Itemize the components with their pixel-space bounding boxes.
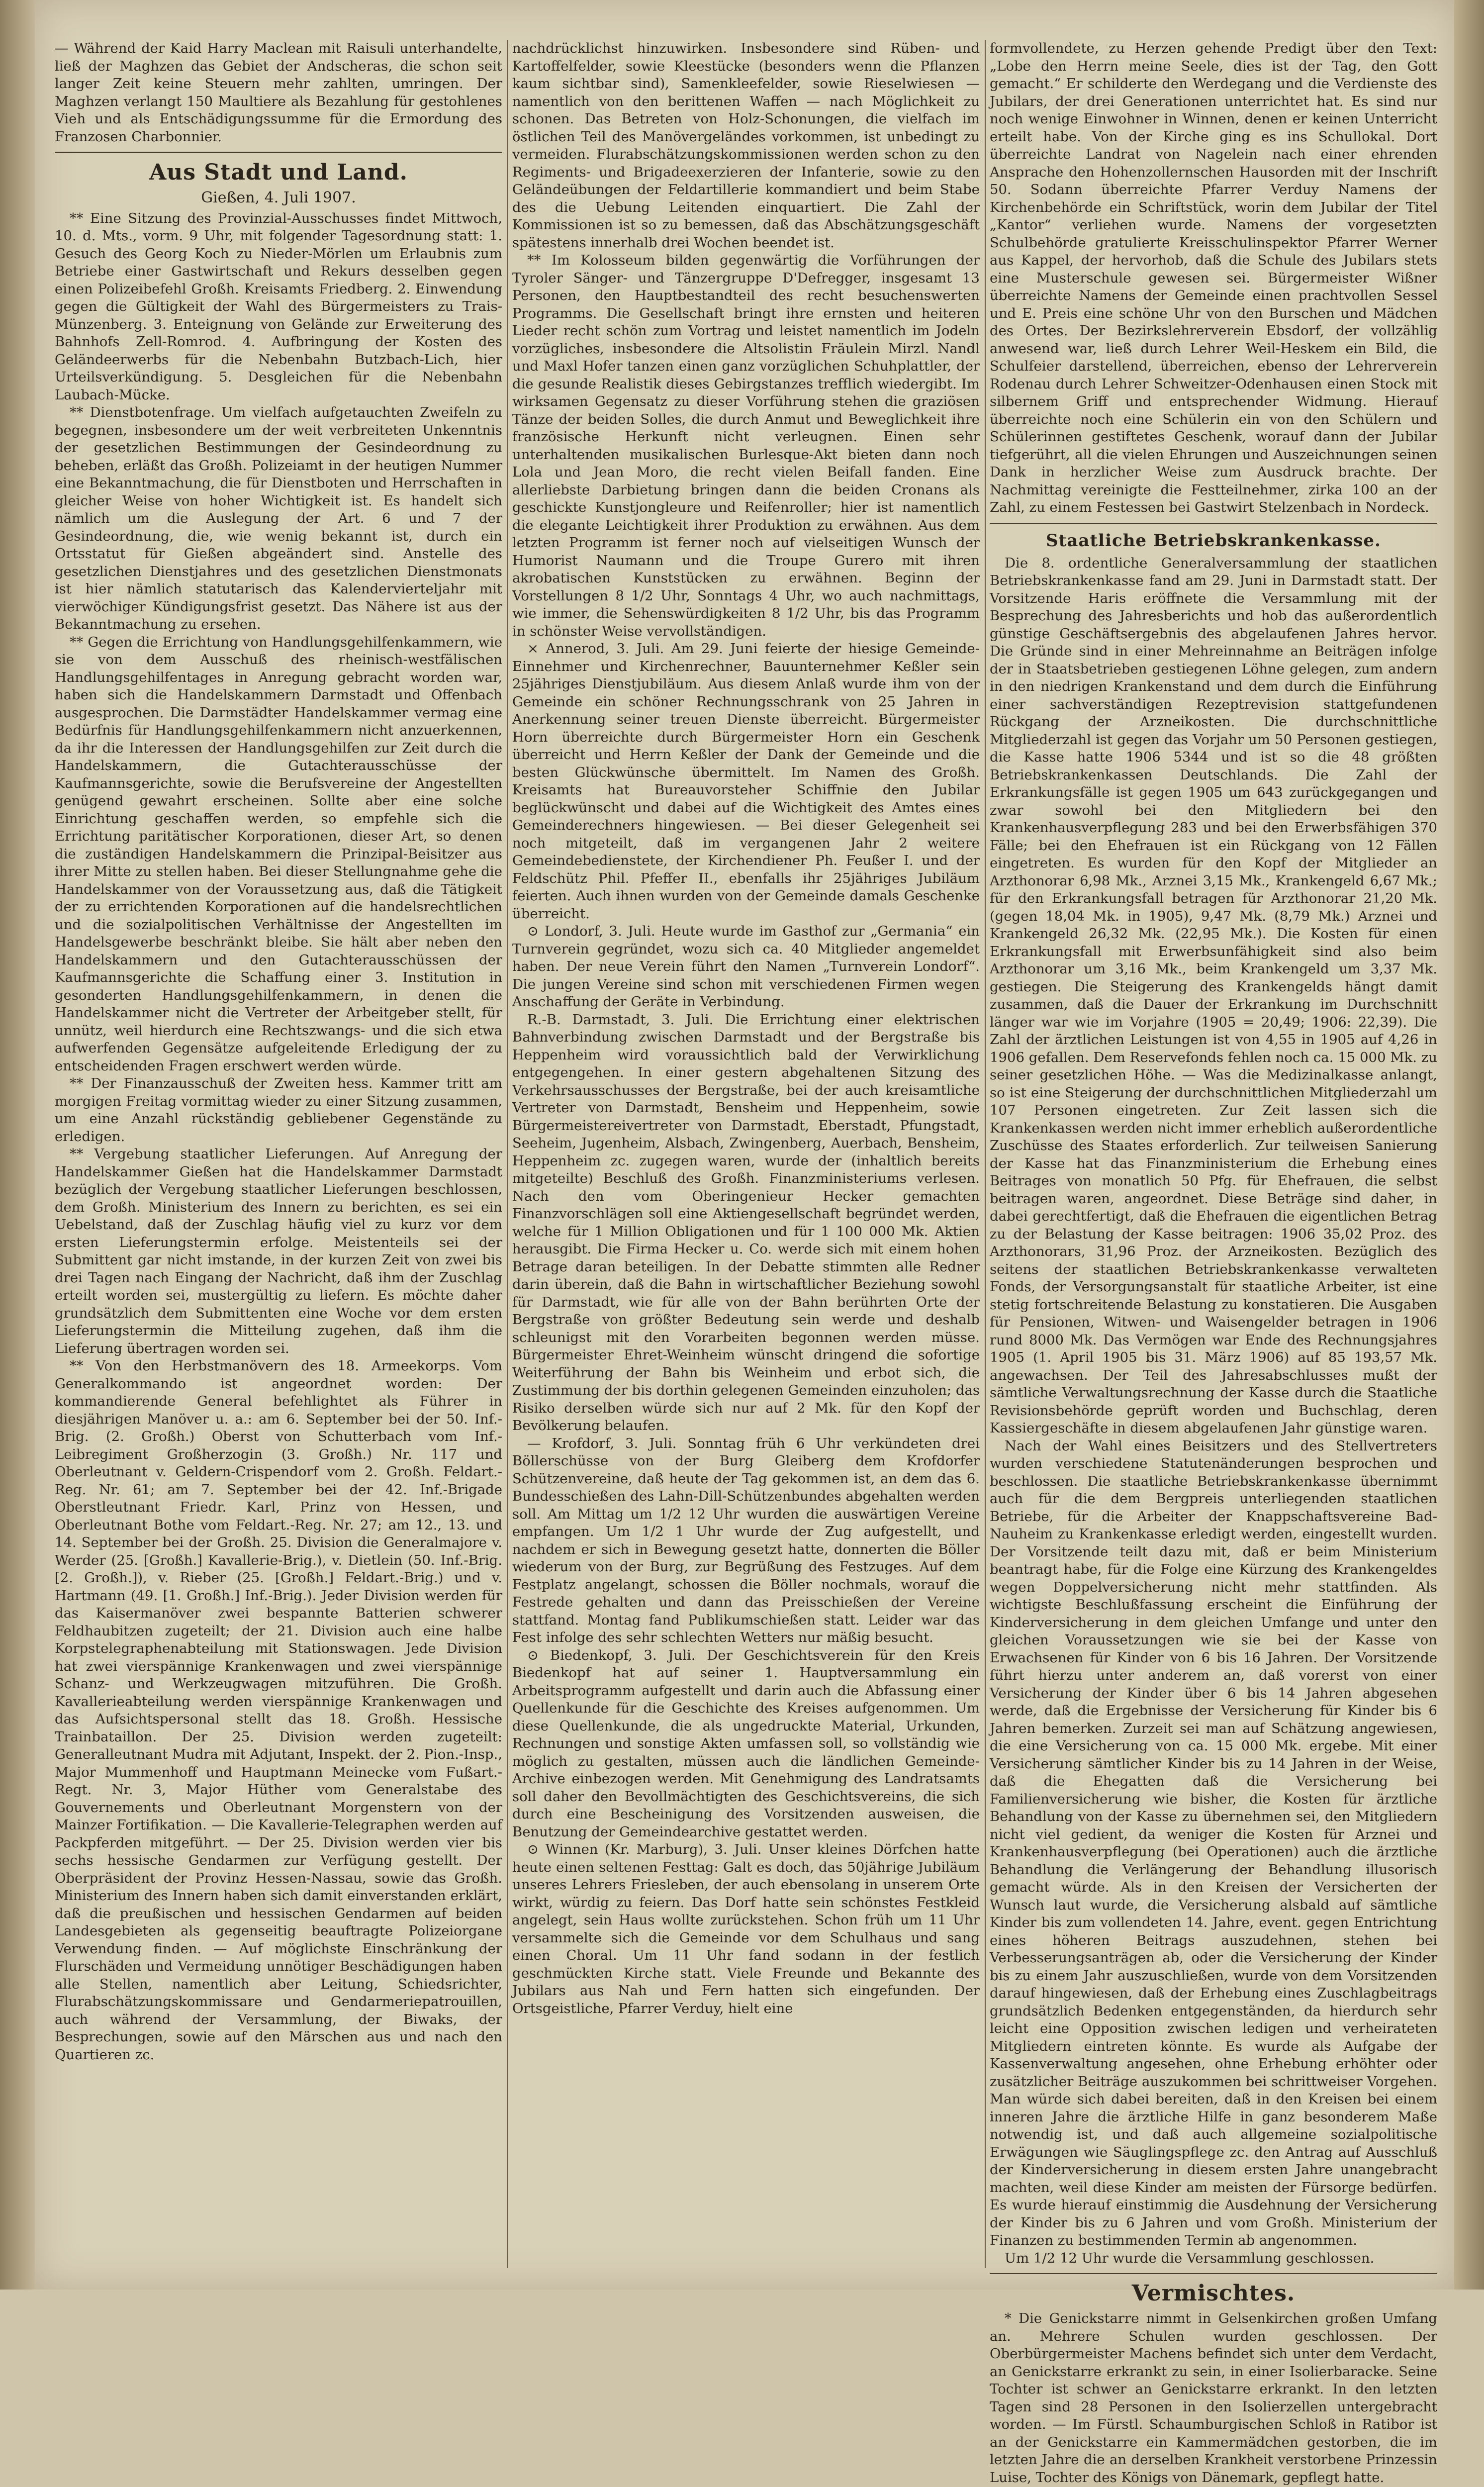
article-paragraph: ⊙ Biedenkopf, 3. Juli. Der Geschichtsverein für den Kreis Biedenkopf hat auf seiner 1. Hauptversammlung ein Arbeitsprogramm aufgestellt und darin auch die Abfassung einer Quellenkunde für die Geschichte des Kreises aufgenommen. Um diese Quellenkunde, die als ungedruckte Material, Urkunden, Rechnungen und sonstige Akten umfassen soll, so vollständig wie möglich zu gestalten, müssen auch die ländlichen Gemeinde-Archive einbezogen werden. Mit Genehmigung des Landratsamts soll daher den Bevollmächtigten des Geschichtsvereins, die sich durch eine Bescheinigung des Vorsitzenden ausweisen, die Benutzung der Gemeindearchive gestattet werden.	[512, 1647, 980, 1840]
article-paragraph: — Krofdorf, 3. Juli. Sonntag früh 6 Uhr verkündeten drei Böllerschüsse von der Burg Gleiberg dem Krofdorfer Schützenvereine, daß heute der Tag gekommen ist, an dem das 6. Bundesschießen des Lahn-Dill-Schützenbundes abgehalten werden soll. Am Mittag um 1/2 12 Uhr wurden die auswärtigen Vereine empfangen. Um 1/2 1 Uhr wurde der Zug aufgestellt, und nachdem er sich in Bewegung gesetzt hatte, donnerten die Böller wiederum von der Burg, zur Begrüßung des Festzuges. Auf dem Festplatz angelangt, schossen die Böller nochmals, worauf die Festrede gehalten und dann das Preisschießen der Vereine stattfand. Montag fand Publikumschießen statt. Leider war das Fest infolge des sehr schlechten Wetters nur mäßig besucht.	[512, 1435, 980, 1645]
article-paragraph: ** Vergebung staatlicher Lieferungen. Auf Anregung der Handelskammer Gießen hat die Handelskammer Darmstadt bezüglich der Vergebung staatlicher Lieferungen beschlossen, dem Großh. Ministerium des Innern zu berichten, es sei ein Uebelstand, daß der Zuschlag häufig viel zu kurz vor dem ersten Lieferungstermin erfolge. Meistenteils sei der Submittent gar nicht imstande, in der kurzen Zeit von zwei bis drei Tagen nach Eingang der Nachricht, daß ihm der Zuschlag erteilt worden sei, mustergültig zu liefern. Es möchte daher grundsätzlich dem Submittenten eine Woche vor dem ersten Lieferungstermin die Mitteilung zugehen, daß ihm die Lieferung übertragen worden sei.	[55, 1146, 502, 1356]
article-paragraph: Nach der Wahl eines Beisitzers und des Stellvertreters wurden verschiedene Statutenänderungen besprochen und beschlossen. Die staatliche Betriebskrankenkasse übernimmt auch für die dem Bergpreis unterliegenden staatlichen Betriebe, für die Arbeiter der Knappschaftsvereine Bad-Nauheim zu Krankenkasse erledigt werden, eingestellt wurden. Der Vorsitzende teilt dazu mit, daß er beim Ministerium beantragt habe, für die Folge eine Kürzung des Krankengeldes wegen Doppelversicherung nicht mehr stattfinden. Als wichtigste Beschlußfassung erscheint die Einführung der Kinderversicherung in dem gleichen Umfange und unter den gleichen Voraussetzungen wie sie bei der Kasse von Erwachsenen für Kinder von 6 bis 16 Jahren. Der Vorsitzende führt hierzu unter anderem an, daß vorerst von einer Versicherung der Kinder über 6 bis 14 Jahren abgesehen werde, daß die Ergebnisse der Versicherung für Kinder bis 6 Jahren bemerken. Zurzeit sei man auf Schätzung angewiesen, die eine Versicherung von ca. 15 000 Mk. ergebe. Mit einer Versicherung sämtlicher Kinder bis zu 14 Jahren in der Weise, daß die Ehegatten daß die Versicherung bei Familienversicherung wie bisher, die Kosten für ärztliche Behandlung von der Kasse zu übernehmen sei, den Mitgliedern nicht viel gedient, da weniger die Kosten für Arznei und Krankenhausverpflegung (bei Operationen) auch die ärztliche Behandlung die Verlängerung der Behandlung illusorisch gemacht würde. Als in den Kreisen der Versicherten der Wunsch laut wurde, die Versicherung alsbald auf sämtliche Kinder bis zum vollendeten 14. Jahre, event. gegen Entrichtung eines höheren Beitrags auszudehnen, stehen bei Verbesserungsanträgen ab, oder die Versicherung der Kinder bis zu einem Jahr auszuschließen, wurde von dem Vorsitzenden darauf hingewiesen, daß der Erhebung eines Zuschlagbeitrags grundsätzlich Bedenken entgegenständen, da hierdurch sehr leicht eine Opposition zwischen ledigen und verheirateten Mitgliedern eintreten könnte. Es wurde als Aufgabe der Kassenverwaltung angesehen, ohne Erhebung erhöhter oder zusätzlicher Beiträge auszukommen bei schrittweiser Vorgehen. Man würde sich dabei bereiten, daß in den Kreisen bei einem inneren Jahre die ärztliche Hilfe in ganz besonderem Maße notwendig ist, und daß auch allgemeine sozialpolitische Erwägungen wie Säuglingspflege zc. den Antrag auf Ausschluß der Kinderversicherung in diesem ersten Jahre unangebracht machten, weil diese Kinder am meisten der Fürsorge bedürfen. Es wurde hierauf einstimmig die Ausdehnung der Versicherung der Kinder bis zu 6 Jahren und vom Großh. Ministerium der Finanzen zu bestimmenden Termin ab angenommen.	[990, 1437, 1437, 2248]
article-paragraph: ** Im Kolosseum bilden gegenwärtig die Vorführungen der Tyroler Sänger- und Tänzergruppe D'Defregger, insgesamt 13 Personen, den Hauptbestandteil des recht besuchenswerten Programms. Die Gesellschaft bringt ihre ernsten und heiteren Lieder recht schön zum Vortrag und leistet namentlich im Jodeln vorzügliches, insbesondere die Altsolistin Fräulein Mirzl. Nandl und Maxl Hofer tanzen einen ganz vorzüglichen Schuhplattler, der die gesunde Realistik dieses Gebirgstanzes trefflich wiedergibt. Im wirksamen Gegensatz zu dieser Vorführung stehen die graziösen Tänze der beiden Solles, die durch Anmut und Beweglichkeit ihre französische Herkunft nicht verleugnen. Einen sehr unterhaltenden musikalischen Burlesque-Akt bieten dann noch Lola und Jean Moro, die recht vielen Beifall fanden. Eine allerliebste Darbietung bringen dann die beiden Cronans als geschickte Kunstjongleure und Reifenroller; hier ist namentlich die elegante Leichtigkeit ihrer Produktion zu erwähnen. Aus dem letzten Programm ist ferner noch auf vielseitigen Wunsch der Humorist Naumann und die Troupe Gurero mit ihren akrobatischen Kunststücken zu erwähnen. Beginn der Vorstellungen 8 1/2 Uhr, Sonntags 4 Uhr, wo auch nachmittags, wie immer, die Sehenswürdigkeiten 8 1/2 Uhr, bis das Programm in schönster Weise vervollständigen.	[512, 252, 980, 639]
article-paragraph: nachdrücklichst hinzuwirken. Insbesondere sind Rüben- und Kartoffelfelder, sowie Kleestücke (besonders wenn die Pflanzen kaum sichtbar sind), Samenkleefelder, sowie Rieselwiesen — namentlich von den berittenen Waffen — nach Möglichkeit zu schonen. Das Betreten von Holz-Schonungen, die vielfach im östlichen Teil des Manövergeländes vorkommen, ist unbedingt zu vermeiden. Flurabschätzungskommissionen werden schon zu den Regiments- und Brigadeexerzieren der Infanterie, sowie zu den Geländeübungen der Feldartillerie kommandiert und beim Stabe des die Uebung Leitenden einquartiert. Die Zahl der Kommissionen ist so zu bemessen, daß das Abschätzungsgeschäft spätestens innerhalb drei Wochen beendet ist.	[512, 40, 980, 251]
column-2	[512, 40, 980, 2268]
article-paragraph: ** Gegen die Errichtung von Handlungsgehilfenkammern, wie sie von dem Ausschuß des rheinisch-westfälischen Handlungsgehilfentages in Anregung gebracht worden war, haben sich die Handelskammern Darmstadt und Offenbach ausgesprochen. Die Darmstädter Handelskammer vermag eine Bedürfnis für Handlungsgehilfenkammern nicht anzuerkennen, da ihr die Interessen der Handlungsgehilfen zur Zeit durch die Handelskammern, die Gutachterausschüsse der Kaufmannsgerichte, sowie die Berufsvereine der Angestellten genügend gewahrt erscheinen. Sollte aber eine solche Einrichtung geschaffen werden, so empfehle sich die Errichtung paritätischer Korporationen, dieser Art, so denen die zuständigen Handelskammern die Prinzipal-Beisitzer aus ihrer Mitte zu stellen haben. Bei dieser Stellungnahme gehe die Handelskammer von der Voraussetzung aus, daß die Tätigkeit der zu errichtenden Korporationen auf die handelsrechtlichen und die sozialpolitischen Verhältnisse der Angestellten im Handelsgewerbe beschränkt bleibe. Sie hält aber neben den Handelskammern und den Gutachterausschüssen der Kaufmannsgerichte die Schaffung einer 3. Institution in gesonderten Handlungsgehilfenkammern, in denen die Handelskammer nicht die Vertreter der Arbeitgeber stellt, für unnütz, weil hierdurch eine Rechtszwangs- und die sich etwa aufwerfenden Gegensätze aufgeleitende Erledigung der zu entscheidenden Fragen erschwert werden würde.	[55, 634, 502, 1074]
article-paragraph: ** Dienstbotenfrage. Um vielfach aufgetauchten Zweifeln zu begegnen, insbesondere um der weit verbreiteten Unkenntnis der gesetzlichen Bestimmungen der Gesindeordnung zu beheben, erläßt das Großh. Polizeiamt in der heutigen Nummer eine Bekanntmachung, die für Dienstboten und Herrschaften in gleicher Weise von hoher Wichtigkeit ist. Es handelt sich nämlich um die Auslegung der Art. 6 und 7 der Gesindeordnung, die, wie wenig bekannt ist, durch ein Ortsstatut für Gießen abgeändert sind. Anstelle des gesetzlichen Dienstjahres und des gesetzlichen Dienstmonats ist hier nämlich statutarisch das Kalendervierteljahr mit vierwöchiger Kündigungsfrist gesetzt. Das Nähere ist aus der Bekanntmachung zu ersehen.	[55, 404, 502, 632]
article-paragraph: ** Von den Herbstmanövern des 18. Armeekorps. Vom Generalkommando ist angeordnet worden: Der kommandierende General befehlightet als Führer in diesjährigen Manöver u. a.: am 6. September bei der 50. Inf.-Brig. (2. Großh.) Oberst von Schutterbach vom Inf.-Leibregiment Großherzogin (3. Großh.) Nr. 117 und Oberleutnant v. Geldern-Crispendorf vom 2. Großh. Feldart.-Reg. Nr. 61; am 7. September bei der 42. Inf.-Brigade Oberstleutnant Friedr. Karl, Prinz von Hessen, und Oberleutnant Bothe vom Feldart.-Reg. Nr. 27; am 12., 13. und 14. September bei der Großh. 25. Division die Generalmajore v. Werder (25. [Großh.] Kavallerie-Brig.), v. Dietlein (50. Inf.-Brig. [2. Großh.]), v. Rieber (25. [Großh.] Feldart.-Brig.) und v. Hartmann (49. [1. Großh.] Inf.-Brig.). Jeder Division werden für das Kaisermanöver zwei bespannte Batterien schwerer Feldhaubitzen zugeteilt; der 21. Division auch eine halbe Korpstelegraphenabteilung mit Stationswagen. Jede Division hat zwei vierspännige Krankenwagen und zwei vierspännige Schanz- und Werkzeugwagen mitzuführen. Die Großh. Kavallerieabteilung werden vierspännige Krankenwagen und das Aufsichtspersonal stellt das 18. Großh. Hessische Trainbataillon. Der 25. Division werden zugeteilt: Generalleutnant Mudra mit Adjutant, Inspekt. der 2. Pion.-Insp., Major Mummenhoff und Hauptmann Meinecke vom Fußart.-Regt. Nr. 3, Major Hüther vom Generalstabe des Gouvernements und Oberleutnant Morgenstern von der Mainzer Fortifikation. — Die Kavallerie-Telegraphen werden auf Packpferden mitgeführt. — Der 25. Division werden vier bis sechs hessische Gendarmen zur Verfügung gestellt. Der Oberpräsident der Provinz Hessen-Nassau, sowie das Großh. Ministerium des Innern haben sich damit einverstanden erklärt, daß die preußischen und hessischen Gendarmen auf beiden Landesgebieten als gegenseitig beauftragte Polizeiorgane Verwendung finden. — Auf möglichste Einschränkung der Flurschäden und Vermeidung unnötiger Beschädigungen haben alle Stellen, namentlich aber Leitung, Schiedsrichter, Flurabschätzungskommissare und Gendarmeriepatrouillen, auch während der Versammlung, der Biwaks, der Besprechungen, sowie auf den Märschen aus und nach den Quartieren zc.	[55, 1358, 502, 2063]
article-paragraph: formvollendete, zu Herzen gehende Predigt über den Text: „Lobe den Herrn meine Seele, dies ist der Tag, den Gott gemacht.“ Er schilderte den Werdegang und die Verdienste des Jubilars, der drei Generationen unterrichtet hat. Es sind nur noch wenige Einwohner in Winnen, denen er keinen Unterricht erteilt habe. Von der Kirche ging es ins Schullokal. Dort überreichte Landrat von Nagelein nach einer ehrenden Ansprache den Hohenzollernschen Hausorden mit der Inschrift 50. Sodann überreichte Pfarrer Verduy Namens der Kirchenbehörde ein Schriftstück, worin dem Jubilar der Titel „Kantor“ verliehen wurde. Namens der vorgesetzten Schulbehörde gratulierte Kreisschulinspektor Pfarrer Werner aus Kappel, der hervorhob, daß die Schule des Jubilars stets eine Musterschule gewesen sei. Bürgermeister Wißner überreichte Namens der Gemeinde einen prachtvollen Sessel und E. Preis eine schöne Uhr von den Burschen und Mädchen des Ortes. Der Bezirkslehrerverein Ebsdorf, der vollzählig anwesend war, ließ durch Lehrer Weil-Heskem ein Bild, die Schulfeier darstellend, überreichen, ebenso der Lehrerverein Rodenau durch Lehrer Schweitzer-Odenhausen einen Stock mit silbernem Griff und entsprechender Widmung. Hierauf überreichte noch eine Schülerin ein von den Schülern und Schülerinnen gestiftetes Geschenk, worauf dann der Jubilar tiefgerührt, all die vielen Ehrungen und Auszeichnungen seinen Dank in herzlicher Weise zum Ausdruck brachte. Der Nachmittag vereinigte die Festteilnehmer, zirka 100 an der Zahl, zu einem Festessen bei Gastwirt Stelzenbach in Nordeck.	[990, 40, 1437, 515]
article-paragraph: ** Eine Sitzung des Provinzial-Ausschusses findet Mittwoch, 10. d. Mts., vorm. 9 Uhr, mit folgender Tagesordnung statt: 1. Gesuch des Georg Koch zu Nieder-Mörlen um Erlaubnis zum Betriebe einer Gastwirtschaft und Rekurs desselben gegen einen Polizeibefehl Großh. Kreisamts Friedberg. 2. Einwendung gegen die Gültigkeit der Wahl des Bürgermeisters zu Trais-Münzenberg. 3. Enteignung von Gelände zur Erweiterung des Bahnhofs Zell-Romrod. 4. Aufbringung der Kosten des Geländeerwerbs für die Nebenbahn Butzbach-Lich, hier Urteilsverkündigung. 5. Desgleichen für die Nebenbahn Laubach-Mücke.	[55, 210, 502, 403]
article-paragraph: Um 1/2 12 Uhr wurde die Versammlung geschlossen.	[1005, 2250, 1375, 2266]
article-paragraph: — Während der Kaid Harry Maclean mit Raisuli unterhandelte, ließ der Maghzen das Gebiet der Andscheras, die schon seit langer Zeit keine Steuern mehr zahlten, umringen. Der Maghzen verlangt 150 Maultiere als Bezahlung für gestohlenes Vieh und als Entschädigungssumme für die Ermordung des Franzosen Charbonnier.	[55, 40, 502, 145]
article-paragraph: ⊙ Londorf, 3. Juli. Heute wurde im Gasthof zur „Germania“ ein Turnverein gegründet, wozu sich ca. 40 Mitglieder angemeldet haben. Der neue Verein führt den Namen „Turnverein Londorf“. Die jungen Vereine sind schon mit verschiedenen Firmen wegen Anschaffung der Geräte in Verbindung.	[512, 923, 980, 1010]
column-rule	[985, 40, 986, 2268]
section-divider	[55, 152, 502, 153]
page-edge-left	[0, 0, 35, 2290]
column-1	[55, 40, 502, 2268]
article-heading: Staatliche Betriebskrankenkasse.	[1046, 530, 1381, 551]
section-heading: Aus Stadt und Land.	[149, 160, 408, 185]
article-paragraph: ⊙ Winnen (Kr. Marburg), 3. Juli. Unser kleines Dörfchen hatte heute einen seltenen Festtag: Galt es doch, das 50jährige Jubiläum unseres Lehrers Friesleben, der auch ebensolang in unserem Orte wirkt, würdig zu feiern. Das Dorf hatte sein schönstes Festkleid angelegt, sein Haus wollte zurückstehen. Schon früh um 11 Uhr versammelte sich die Gemeinde vor dem Schulhaus und sang einen Choral. Um 11 Uhr fand sodann in der festlich geschmückten Kirche statt. Viele Freunde und Bekannte des Jubilars aus Nah und Fern hatten sich eingefunden. Der Ortsgeistliche, Pfarrer Verduy, hielt eine	[512, 1841, 980, 2016]
article-paragraph: × Annerod, 3. Juli. Am 29. Juni feierte der hiesige Gemeinde-Einnehmer und Kirchenrechner, Bauunternehmer Keßler sein 25jähriges Dienstjubiläum. Aus diesem Anlaß wurde ihm von der Gemeinde ein schöner Rechnungsschrank von 25 Jahren in Anerkennung seiner treuen Dienste überreicht. Bürgermeister Horn überreichte durch Bürgermeister Horn ein Geschenk überreicht und Herrn Keßler der Dank der Gemeinde und die besten Glückwünsche übermittelt. Im Namen des Großh. Kreisamts hat Bureauvorsteher Schiffnie den Jubilar beglückwünscht und dabei auf die Wichtigkeit des Amtes eines Gemeinderechners hingewiesen. — Bei dieser Gelegenheit sei noch mitgeteilt, daß im vergangenen Jahr 2 weitere Gemeindebedienstete, der Kirchendiener Ph. Feußer I. und der Feldschütz Phil. Pfeffer II., ebenfalls ihr 25jähriges Jubiläum feierten. Auch ihnen wurden von der Gemeinde damals Geschenke überreicht.	[512, 641, 980, 922]
section-divider	[990, 523, 1437, 524]
article-paragraph: * Die Genickstarre nimmt in Gelsenkirchen großen Umfang an. Mehrere Schulen wurden geschlossen. Der Oberbürgermeister Machens befindet sich unter dem Verdacht, an Genickstarre erkrankt zu sein, in einer Isolierbaracke. Seine Tochter ist schwer an Genickstarre erkrankt. In den letzten Tagen sind 28 Personen in den Isolierzellen untergebracht worden. — Im Fürstl. Schaumburgischen Schloß in Ratibor ist an der Genickstarre ein Kammermädchen gestorben, die im letzten Jahre die an derselben Krankheit verstorbene Prinzessin Luise, Tochter des Königs von Dänemark, gepflegt hatte.	[990, 2310, 1437, 2486]
section-divider	[990, 2273, 1437, 2274]
article-paragraph: Die 8. ordentliche Generalversammlung der staatlichen Betriebskrankenkasse fand am 29. Juni in Darmstadt statt. Der Vorsitzende Haris eröffnete die Versammlung mit der Besprechung des Jahresberichts und hob das außerordentlich günstige Geschäftsergebnis des abgelaufenen Jahres hervor. Die Gründe sind in einer Mehreinnahme an Beiträgen infolge der in Staatsbetrieben gestiegenen Löhne gelegen, zum andern in den niedrigen Krankenstand und dem durch die Einführung einer sachverständigen Rezeptrevision stattgefundenen Rückgang der Arzneikosten. Die durchschnittliche Mitgliederzahl ist gegen das Vorjahr um 50 Personen gestiegen, die Kasse hatte 1906 5344 und ist so die 48 größten Betriebskrankenkassen Deutschlands. Die Zahl der Erkrankungsfälle ist gegen 1905 um 643 zurückgegangen und zwar sowohl bei den Mitgliedern bei den Krankenhausverpflegung 283 und bei den Erwerbsfähigen 370 Fälle; bei den Ehefrauen ist ein Rückgang von 12 Fällen eingetreten. Es wurden für den Kopf der Mitglieder an Arzthonorar 6,98 Mk., Arznei 3,15 Mk., Krankengeld 6,67 Mk.; für den Erkrankungsfall betragen für Arzthonorar 21,20 Mk. (gegen 18,04 Mk. in 1905), 9,47 Mk. (8,79 Mk.) Arznei und Krankengeld 26,32 Mk. (22,95 Mk.). Die Kosten für einen Erkrankungsfall mit Erwerbsunfähigkeit sind also beim Arzthonorar um 3,16 Mk., beim Krankengeld um 3,37 Mk. gestiegen. Die Steigerung des Krankengelds hängt damit zusammen, daß die Dauer der Erkrankung im Durchschnitt länger war wie im Vorjahre (1905 = 20,49; 1906: 22,39). Die Zahl der ärztlichen Leistungen ist von 4,55 in 1905 auf 4,26 in 1906 gefallen. Dem Reservefonds fehlen noch ca. 15 000 Mk. zu seiner gesetzlichen Höhe. — Was die Medizinalkasse anlangt, so ist eine Steigerung der durchschnittlichen Mitgliederzahl um 107 Personen eingetreten. Zur Zeit lassen sich die Krankenkassen werden nicht immer erheblich außerordentliche Zuschüsse des Staates erforderlich. Zur teilweisen Sanierung der Kasse hat das Finanzministerium die Erhebung eines Beitrages von monatlich 50 Pfg. für Ehefrauen, die selbst beitragen waren, angeordnet. Diese Beträge sind daher, in dabei gerechtfertigt, daß die Ehefrauen die eigentlichen Betrag zu der Belastung der Kasse beitragen: 1906 35,02 Proz. des Arzthonorars, 31,96 Proz. der Arzneikosten. Bezüglich des seitens der staatlichen Betriebskrankenkasse verwalteten Fonds, der Versorgungsanstalt für staatliche Arbeiter, ist eine stetig fortschreitende Belastung zu konstatieren. Die Ausgaben für Pensionen, Witwen- und Waisengelder betragen in 1906 rund 8000 Mk. Das Vermögen war Ende des Rechnungsjahres 1905 (1. April 1905 bis 31. März 1906) auf 85 193,57 Mk. angewachsen. Der Teil des Jahresabschlusses mußt der sämtliche Verwaltungsrechnung der Kasse durch die Staatliche Revisionsbehörde geprüft worden und Buchschlag, deren Kassiergeschäfte in diesem abgelaufenen Jahr günstige waren.	[990, 555, 1437, 1436]
page-edge-right	[1454, 0, 1484, 2290]
article-paragraph: ** Der Finanzausschuß der Zweiten hess. Kammer tritt am morgigen Freitag vormittag wieder zu einer Sitzung zusammen, um eine Anzahl rückständig gebliebener Gegenstände zu erledigen.	[55, 1075, 502, 1145]
section-heading: Vermischtes.	[1131, 2281, 1296, 2306]
column-rule	[507, 40, 508, 2268]
article-paragraph: R.-B. Darmstadt, 3. Juli. Die Errichtung einer elektrischen Bahnverbindung zwischen Darmstadt und der Bergstraße bis Heppenheim wird voraussichtlich bald der Verwirklichung entgegengehen. In einer gestern abgehaltenen Sitzung des Verkehrsausschusses der Bergstraße, bei der auch kreisamtliche Vertreter von Darmstadt, Bensheim und Heppenheim, sowie Bürgermeistereivertreter von Darmstadt, Eberstadt, Pfungstadt, Seeheim, Jugenheim, Alsbach, Zwingenberg, Auerbach, Bensheim, Heppenheim zc. zugegen waren, wurde der (inhaltlich bereits mitgeteilte) Beschluß des Großh. Finanzministeriums verlesen. Nach den vom Oberingenieur Hecker gemachten Finanzvorschlägen soll eine Aktiengesellschaft begründet werden, welche für 1 Million Obligationen und für 1 100 000 Mk. Aktien herausgibt. Die Firma Hecker u. Co. werde sich mit einem hohen Betrage daran beteiligen. In der Debatte stimmten alle Redner darin überein, daß die Bahn in wirtschaftlicher Beziehung sowohl für Darmstadt, wie für alle von der Bahn berührten Orte der Bergstraße von größter Bedeutung sein werde und deshalb schleunigst mit den Vorarbeiten begonnen werden müsse. Bürgermeister Ehret-Weinheim wünscht dringend die sofortige Weiterführung der Bahn bis Weinheim und erbot sich, die Zustimmung der bis dorthin gelegenen Gemeinden einzuholen; das Risiko derselben würde sich nur auf 2 Mk. für den Kopf der Bevölkerung belaufen.	[512, 1011, 980, 1434]
dateline: Gießen, 4. Juli 1907.	[201, 189, 356, 206]
column-3	[990, 40, 1437, 2486]
